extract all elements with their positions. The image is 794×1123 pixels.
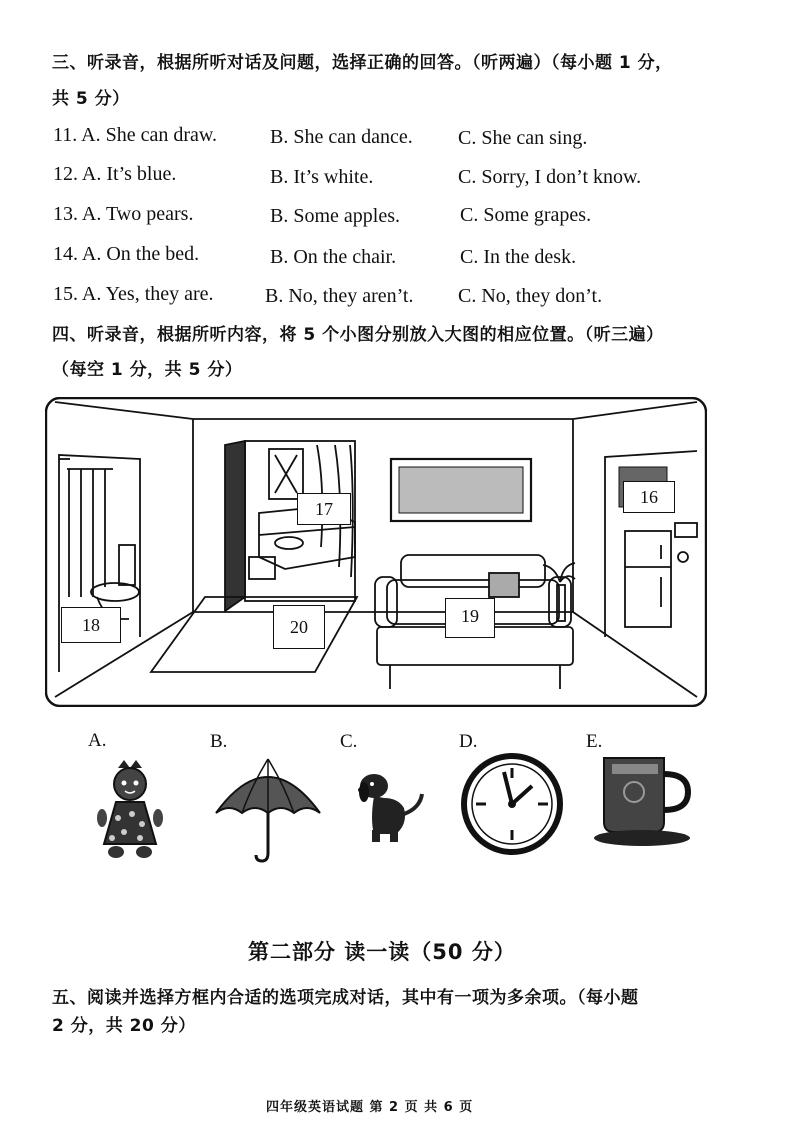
q14-option-c: C. In the desk. [460, 246, 577, 268]
room-drawing [45, 397, 707, 707]
q11-option-b: B. She can dance. [270, 126, 413, 148]
clock-icon [460, 752, 564, 856]
section3-heading-line2: 共 5 分） [52, 89, 130, 109]
drop-box-18[interactable]: 18 [61, 607, 121, 643]
section5-heading-line2: 2 分，共 20 分） [52, 1016, 196, 1036]
option-c-letter: C. [340, 731, 358, 752]
section4-heading-line2: （每空 1 分，共 5 分） [52, 360, 243, 380]
option-b-letter: B. [210, 731, 228, 752]
q15-option-c: C. No, they don’t. [458, 285, 603, 307]
section3-heading-line1: 三、听录音，根据所听对话及问题，选择正确的回答。（听两遍）（每小题 1 分， [52, 53, 673, 73]
part2-title: 第二部分 读一读（50 分） [248, 940, 516, 964]
q15-option-b: B. No, they aren’t. [265, 285, 414, 307]
q14-option-a: 14. A. On the bed. [53, 243, 200, 265]
drop-box-17[interactable]: 17 [297, 493, 351, 525]
cup-icon [592, 752, 694, 848]
q15-option-a: 15. A. Yes, they are. [53, 283, 214, 305]
q12-option-b: B. It’s white. [270, 166, 374, 188]
section4-heading-line1: 四、听录音，根据所听内容，将 5 个小图分别放入大图的相应位置。（听三遍） [52, 325, 664, 345]
q13-option-b: B. Some apples. [270, 205, 400, 227]
option-a-letter: A. [88, 730, 107, 751]
doll-icon [96, 758, 166, 860]
option-e-letter: E. [586, 731, 603, 752]
q13-option-c: C. Some grapes. [460, 204, 592, 226]
room-illustration [45, 397, 707, 707]
q12-option-c: C. Sorry, I don’t know. [458, 166, 642, 188]
page-footer: 四年级英语试题 第 2 页 共 6 页 [266, 1100, 474, 1115]
drop-box-16[interactable]: 16 [623, 481, 675, 513]
q12-option-a: 12. A. It’s blue. [53, 163, 177, 185]
q14-option-b: B. On the chair. [270, 246, 397, 268]
q13-option-a: 13. A. Two pears. [53, 203, 194, 225]
q11-option-c: C. She can sing. [458, 127, 588, 149]
option-d-letter: D. [459, 731, 478, 752]
dog-icon [352, 768, 430, 846]
drop-box-20[interactable]: 20 [273, 605, 325, 649]
section5-heading-line1: 五、阅读并选择方框内合适的选项完成对话，其中有一项为多余项。（每小题 [52, 988, 639, 1008]
umbrella-icon [212, 755, 324, 865]
drop-box-19[interactable]: 19 [445, 598, 495, 638]
q11-option-a: 11. A. She can draw. [53, 124, 218, 146]
